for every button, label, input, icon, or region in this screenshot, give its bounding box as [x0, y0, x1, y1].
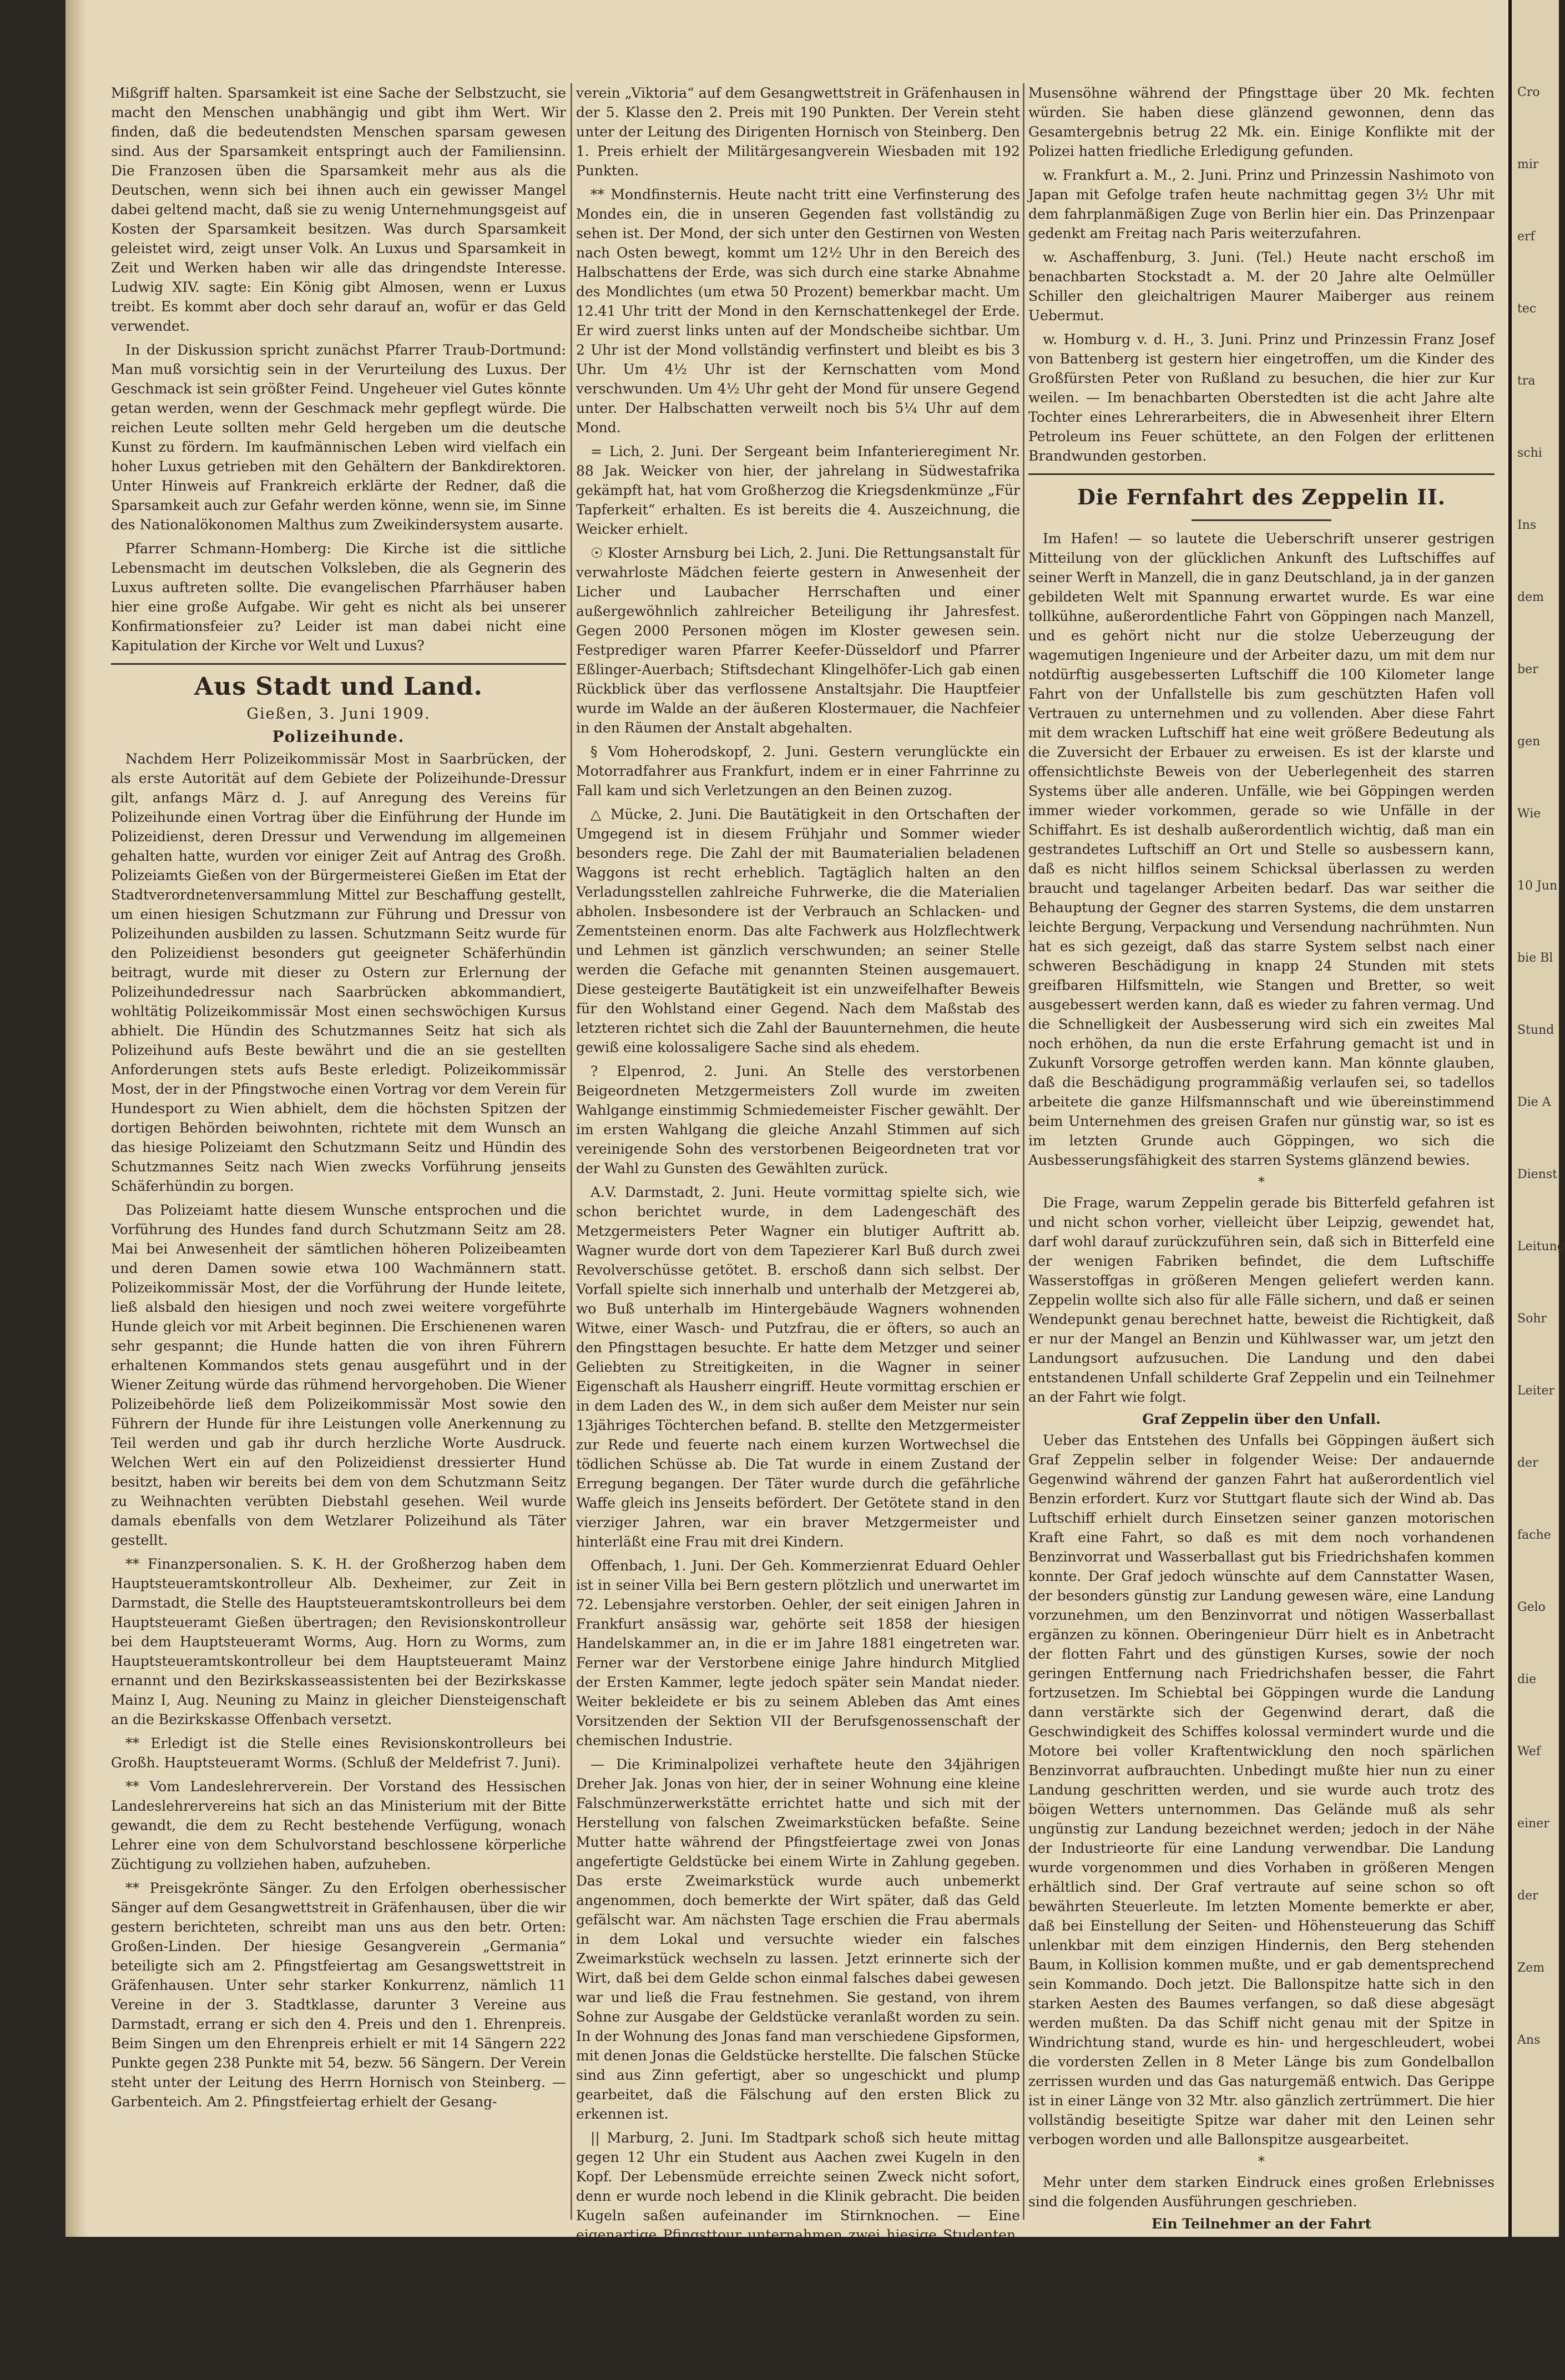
article-title: Die Fernfahrt des Zeppelin II. — [1077, 484, 1446, 509]
next-page-fragment: Cro — [1517, 85, 1540, 99]
article-subheading: Graf Zeppelin über den Unfall. — [1142, 1411, 1381, 1427]
next-page-fragment: tec — [1517, 302, 1537, 316]
article-paragraph: ** Preisgekrönte Sänger. Zu den Erfolgen oberhessischer Sänger auf dem Gesangwettstreit in Gräfenhausen, über die wir gestern berichteten, schreibt man uns aus den betr. Orten: Großen-Linden. Der hiesige Gesangverein „Germania“ beteiligte sich am 2. Pfingstfeiertag am Gesangswettstreit in Gräfenhausen. Unter sehr starker Konkurrenz, nämlich 11 Vereine in der 3. Stadtklasse, darunter 3 Vereine aus Darmstadt, errang er sich den 4. Preis und den 1. Ehrenpreis. Beim Singen um den Ehrenpreis erhielt er mit 14 Sängern 222 Punkte gegen 238 Punkte mit 54, bezw. 56 Sängern. Der Verein steht unter der Leitung des Herrn Hornisch von Steinberg. — Garbenteich. Am 2. Pfingstfeiertag erhielt der Gesang- — [111, 1880, 566, 2110]
title-underline — [1192, 519, 1331, 521]
next-page-fragment: Leitung — [1517, 1240, 1565, 1254]
asterisk-separator: * — [1258, 2154, 1265, 2169]
next-page-fragment: Wie — [1517, 807, 1541, 821]
newspaper-page — [65, 0, 1508, 2374]
section-title: Aus Stadt und Land. — [194, 673, 483, 701]
article-paragraph: Mißgriff halten. Sparsamkeit ist eine Sache der Selbstzucht, sie macht den Menschen unabhängig und gibt ihm Wert. Wir finden, daß die bedeutendsten Menschen sparsam gewesen sind. Aus der Sparsamkeit entspringt auch der Familiensinn. Die Franzosen üben die Sparsamkeit mehr aus als die Deutschen, wenn sich bei ihnen auch ein gewisser Mangel dabei geltend macht, daß sie zu wenig Unternehmungsgeist auf Kosten der Sparsamkeit besitzen. Was durch Sparsamkeit geleistet wird, zeigt unser Volk. An Luxus und Sparsamkeit in Zeit und Werken haben wir alle das dringendste Interesse. Ludwig XIV. sagte: Ein König gibt Almosen, wenn er Luxus treibt. Es kommt aber doch sehr darauf an, wofür er das Geld verwendet. — [111, 85, 566, 334]
article-paragraph: w. Homburg v. d. H., 3. Juni. Prinz und Prinzessin Franz Josef von Battenberg ist gestern hier eingetroffen, um die Kinder des Großfürsten Peter von Rußland zu besuchen, die hier zur Kur weilen. — Im benachbarten Oberstedten ist die acht Jahre alte Tochter eines Lehrerarbeiters, die in Abwesenheit ihrer Eltern Petroleum ins Feuer schüttete, an den Folgen der erlittenen Brandwunden gestorben. — [1028, 331, 1495, 464]
next-page-fragment: Dienst — [1517, 1168, 1557, 1181]
article-paragraph: § Vom Hoherodskopf, 2. Juni. Gestern verunglückte ein Motorradfahrer aus Frankfurt, indem er in einer Fahrrinne zu Fall kam und sich Verletzungen an den Beinen zuzog. — [576, 744, 1020, 799]
next-page-fragment: Gelo — [1517, 1600, 1546, 1614]
article-paragraph: In der Frühe fehlt nur eine Stunde lang über dem Main bei Schweinfurt, nur langsam mit einem Motor sich vorwärts treibend. Dann geht man auf Steuerwirkung tiefer, überfliegt Würzburg und kommt nach — [1028, 2300, 1495, 2374]
next-page-fragment: bie Bl — [1517, 951, 1553, 965]
article-paragraph: — Die Kriminalpolizei verhaftete heute den 34jährigen Dreher Jak. Jonas von hier, der in seiner Wohnung eine kleine Falschmünzerwerkstätte errichtet hatte und sich mit der Herstellung von falschen Zweimarkstücken befaßte. Seine Mutter hatte während der Pfingstfeiertage zwei von Jonas angefertigte Geldstücke bei einem Wirte in Zahlung gegeben. Das erste Zweimarkstück wurde auch unbemerkt angenommen, doch bemerkte der Wirt später, daß das Geld gefälscht war. Am nächsten Tage erschien die Frau abermals in dem Lokal und versuchte wieder ein falsches Zweimarkstück wechseln zu lassen. Jetzt erinnerte sich der Wirt, daß bei dem Gelde schon einmal falsches dabei gewesen war und ließ die Frau festnehmen. Sie gestand, von ihrem Sohne zur Ausgabe der Geldstücke veranlaßt worden zu sein. In der Wohnung des Jonas fand man verschiedene Gipsformen, mit denen Jonas die Geldstücke herstellte. Die falschen Stücke sind aus Zinn gefertigt, aber so ungeschickt und plump gearbeitet, daß die Fälschung auf den ersten Blick zu erkennen ist. — [576, 1756, 1020, 2122]
column-rule — [1023, 83, 1024, 2220]
article-paragraph: ? Elpenrod, 2. Juni. An Stelle des verstorbenen Beigeordneten Metzgermeisters Zoll wurde im zweiten Wahlgange einstimmig Schmiedemeister Fischer gewählt. Der im ersten Wahlgang die gleiche Anzahl Stimmen auf sich vereinigende Sohn des verstorbenen Beigeordneten trat vor der Wahl zu Gunsten des Gewählten zurück. — [576, 1063, 1020, 1176]
section-divider — [111, 663, 566, 665]
next-page-fragment: Die A — [1517, 1095, 1551, 1109]
next-page-fragment: erf — [1517, 230, 1535, 244]
next-page-fragment: fache — [1517, 1528, 1551, 1542]
section-divider — [1028, 473, 1495, 475]
column-3 — [1028, 83, 1495, 2380]
article-paragraph: A.V. Darmstadt, 2. Juni. Heute vormittag spielte sich, wie schon berichtet wurde, in dem Ladengeschäft des Metzgermeisters Peter Wagner ein blutiger Auftritt ab. Wagner wurde dort von dem Tapezierer Karl Buß durch zwei Revolverschüsse getötet. B. erschoß dann sich selbst. Der Vorfall spielte sich innerhalb und unterhalb der Metzgerei ab, wo Buß unterhalb im Hintergebäude Wagners wohnenden Witwe, einer Wasch- und Putzfrau, die er öfters, so auch an den Pfingsttagen besuchte. Er hatte dem Metzger und seiner Geliebten zu Streitigkeiten, in die Wagner in seiner Eigenschaft als Hausherr eingriff. Heute vormittag erschien er in dem Laden des W., in dem sich außer dem Meister nur sein 13jähriges Töchterchen befand. B. stellte den Metzgermeister zur Rede und feuerte nach einem kurzen Wortwechsel die tödlichen Schüsse ab. Die Tat wurde in einem Zustand der Erregung begangen. Der Täter wurde durch die gefährliche Waffe gleich ins Jenseits befördert. Der Getötete stand in den vierziger Jahren, war ein braver Metzgermeister und hinterläßt eine Frau mit drei Kindern. — [576, 1184, 1020, 1550]
next-page-fragment: tra — [1517, 374, 1536, 388]
article-paragraph: Ueber das Entstehen des Unfalls bei Göppingen äußert sich Graf Zeppelin selber in folgender Weise: Der andauernde Gegenwind während der ganzen Fahrt hat außerordentlich viel Benzin erfordert. Kurz vor Stuttgart flaute sich der Wind ab. Das Luftschiff erhielt durch Einsetzen seiner ganzen motorischen Kraft eine Fahrt, so daß es mit dem noch vorhandenen Benzinvorrat und Wasserballast gut bis Friedrichshafen kommen konnte. Der Graf jedoch wünschte auf dem Cannstatter Wasen, der besonders günstig zur Landung gewesen wäre, eine Landung vorzunehmen, um den Benzinvorrat und nötigen Wasserballast ergänzen zu können. Oberingenieur Dürr hielt es in Anbetracht der flotten Fahrt und des günstigen Kurses, sowie der noch geringen Entfernung nach Friedrichshafen besser, die Fahrt fortzusetzen. Im Schiebtal bei Göppingen wurde die Landung dann verstärkte sich der Gegenwind derart, daß die Geschwindigkeit des Schiffes kolossal vermindert wurde und die Motore bei voller Kraftentwicklung den noch spärlichen Benzinvorrat aufbrauchten. Unbedingt mußte hier nun zu einer Landung geschritten werden, und sie wurde auch trotz des böigen Wetters unternommen. Das Gelände muß als sehr ungünstig zur Landung bezeichnet werden; jedoch in der Nähe der Industrieorte für eine Landung verwendbar. Die Landung wurde vorgenommen und dies Vorhaben in größeren Mengen erhältlich sind. Der Graf vertraute auf seine schon so oft bewährten Steuerleute. Im letzten Momente bemerkte er aber, daß bei Einstellung der Seiten- und Höhensteuerung das Schiff unlenkbar mit dem einzigen Hindernis, den Berg stehenden Baum, in Kollision kommen mußte, und er gab dementsprechend sein Kommando. Doch jetzt. Die Ballonspitze hatte sich in den starken Aesten des Baumes verfangen, so daß diese abgesägt werden mußten. Da das Schiff nicht genau mit der Spitze in Windrichtung stand, wurde es hin- und hergeschleudert, wobei die vordersten Zellen in 8 Meter Länge bis zum Gondelballon zerrissen wurden und das Gas naturgemäß entwich. Das Gerippe ist in einer Länge von 32 Mtr. also gänzlich zertrümmert. Die hier vollständig beseitigte Spitze war daher mit den Leinen sehr verbogen worden und alle Ballonspitze ausgearbeitet. — [1028, 1432, 1495, 2147]
article-paragraph: ** Erledigt ist die Stelle eines Revisionskontrolleurs bei Großh. Hauptsteueramt Worms. (Schluß der Meldefrist 7. Juni). — [111, 1735, 566, 1771]
dateline: Gießen, 3. Juni 1909. — [246, 705, 431, 722]
article-paragraph: ☉ Kloster Arnsburg bei Lich, 2. Juni. Die Rettungsanstalt für verwahrloste Mädchen feierte gestern in Anwesenheit der Licher und Laubacher Herrschaften und einer außergewöhnlich zahlreicher Beteiligung ihr Jahresfest. Gegen 2000 Personen mögen im Kloster gewesen sein. Festprediger waren Pfarrer Keefer-Düsseldorf und Pfarrer Eßlinger-Auerbach; Stiftsdechant Klingelhöfer-Lich gab einen Rückblick über das verflossene Anstaltsjahr. Die Hauptfeier wurde im Walde an der äußeren Klostermauer, die Nachfeier in den Räumen der Anstalt abgehalten. — [576, 545, 1020, 736]
next-page-fragment: die — [1517, 1672, 1537, 1686]
article-paragraph: gibt in der „Frankf. Ztg.“ einen anschaulichen Bericht, dem wir außer der Erklärung des Umweges über Stuttgart die Schilderung des Unfalls entnehmen. — [1028, 2237, 1495, 2292]
article-paragraph: Die Frage, warum Zeppelin gerade bis Bitterfeld gefahren ist und nicht schon vorher, vielleicht über Leipzig, gewendet hat, darf wohl darauf zurückzuführen sein, daß sich in Bitterfeld eine der wenigen Fabriken befindet, die dem Luftschiffe Wasserstoffgas in größeren Mengen geliefert werden kann. Zeppelin wollte sich also für alle Fälle sichern, und daß er seinen Wendepunkt genau berechnet hatte, beweist die Richtigkeit, daß er nur der Mangel an Benzin und Kühlwasser war, um jetzt den Landungsort aufzusuchen. Die Landung und den dabei entstandenen Unfall schilderte Graf Zeppelin und ein Teilnehmer an der Fahrt wie folgt. — [1028, 1195, 1495, 1405]
next-page-fragment: dem — [1517, 590, 1544, 604]
article-paragraph: In der Diskussion spricht zunächst Pfarrer Traub-Dortmund: Man muß vorsichtig sein in der Verurteilung des Luxus. Der Geschmack ist sein größter Feind. Ungeheuer viel Gutes könnte getan werden, wenn der Geschmack mehr gepflegt würde. Die reichen Leute sollten mehr Geld hergeben um die deutsche Kunst zu fördern. Im kaufmännischen Leben wird vielfach ein hoher Luxus getrieben mit den Gehältern der Bankdirektoren. Unter Hinweis auf Frankreich erklärte der Redner, daß die Sparsamkeit auch zur Gefahr werden könne, wenn sie, im Sinne des Nationalökonomen Malthus zum Zweikindersystem ausarte. — [111, 342, 566, 533]
next-page-fragment: Stund — [1517, 1023, 1554, 1037]
article-paragraph: Nachdem Herr Polizeikommissär Most in Saarbrücken, der als erste Autorität auf dem Gebiete der Polizeihunde-Dressur gilt, anfangs März d. J. auf Anregung des Vereins für Polizeihunde einen Vortrag über die Einführung der Hunde im Polizeidienst, deren Dressur und Verwendung im allgemeinen gehalten hatte, wurden vor einiger Zeit auf Antrag des Großh. Polizeiamts Gießen von der Bürgermeisterei Gießen im Etat der Stadtverordnetenversammlung Mittel zur Beschaffung gestellt, um einen hiesigen Schutzmann zur Führung und Dressur von Polizeihunden ausbilden zu lassen. Schutzmann Seitz wurde für den Polizeidienst besonders gut geeigneter Schäferhündin beitragt, wurde mit dieser zu Ostern zur Erlernung der Polizeihundedressur nach Saarbrücken abkommandiert, wohltätig Polizeikommissär Most einen sechswöchigen Kursus abhielt. Die Hündin des Schutzmannes Seitz hat sich als Polizeihund aufs Beste bewährt und die an sie gestellten Anforderungen stets aufs Beste erledigt. Polizeikommissär Most, der in der Pfingstwoche einen Vortrag vor dem Verein für Hundesport zu Wien abhielt, dem die höchsten Spitzen der dortigen Behörden beiwohnten, richtete mit dem Wunsch an das hiesige Polizeiamt den Schutzmann Seitz und Hündin des Schutzmannes Seitz nach Wien zwecks Vorführung jenseits Schäferhündin zu borgen. — [111, 751, 566, 1194]
next-page-fragment: Wef — [1517, 1745, 1541, 1759]
article-paragraph: w. Aschaffenburg, 3. Juni. (Tel.) Heute nacht erschoß im benachbarten Stockstadt a. M. der 20 Jahre alte Oelmüller Schiller den gleichaltrigen Maurer Maiberger aus reinem Uebermut. — [1028, 249, 1495, 324]
article-paragraph: Offenbach, 1. Juni. Der Geh. Kommerzienrat Eduard Oehler ist in seiner Villa bei Bern gestern plötzlich und unerwartet im 72. Lebensjahre verstorben. Oehler, der seit einigen Jahren in Frankfurt ansässig war, gehörte seit 1858 der hiesigen Handelskammer an, in die er im Jahre 1881 eingetreten war. Ferner war der Verstorbene einige Jahre hindurch Mitglied der Ersten Kammer, legte jedoch später sein Mandat nieder. Weiter bekleidete er bis zu seinem Ableben das Amt eines Vorsitzenden der Sektion VII der Berufsgenossenschaft der chemischen Industrie. — [576, 1558, 1020, 1749]
next-page-fragment: gen — [1517, 735, 1541, 749]
article-paragraph: Im Hafen! — so lautete die Ueberschrift unserer gestrigen Mitteilung von der glücklichen Ankunft des Luftschiffes auf seiner Werft in Manzell, die in ganz Deutschland, ja in der ganzen gebildeten Welt mit Spannung erwartet wurde. Es war eine tollkühne, außerordentliche Fahrt von Göppingen nach Manzell, und es gehört nicht nur die stolze Ueberzeugung der wagemutigen Ingenieure und der Arbeiter dazu, um mit dem nur notdürftig ausgebesserten Luftschiff die 100 Kilometer lange Fahrt von der Unfallstelle bis zum geschützten Hafen voll Vertrauen zu unternehmen und zu vollenden. Aber diese Fahrt mit dem wracken Luftschiff hat eine weit größere Bedeutung als die Zuversicht der Erbauer zu erweisen. Es ist der klarste und offensichtlichste Beweis von der Ueberlegenheit des starren Systems über alle anderen. Unfälle, wie bei Göppingen werden immer wieder vorkommen, gerade so wie Unfälle in der Schiffahrt. Es ist deshalb außerordentlich wichtig, daß man ein gestrandetes Luftschiff an Ort und Stelle so ausbessern kann, daß es nicht hilflos seinem Schicksal überlassen zu werden braucht und tagelanger Arbeiten bedarf. Das war seither die Behauptung der Gegner des starren Systems, die dem unstarren leichte Bergung, Verpackung und Versendung nachrühmten. Nun hat es sich gezeigt, daß das starre System selbst nach einer schweren Beschädigung in knapp 24 Stunden mit stets greifbaren Hilfsmitteln, wie Stangen und Bretter, so weit ausgebessert werden kann, daß es wieder zu fahren vermag. Und die Schnelligkeit der Ausbesserung wird sich ein zweites Mal noch erhöhen, da nun die erste Erfahrung gemacht ist und in Zukunft Vorsorge getroffen werden kann. Man könnte glauben, daß die Beschädigung programmäßig verlaufen sei, so tadellos arbeitete die ganze Hilfsmannschaft und wie übereinstimmend beim Unternehmen des greisen Grafen nur günstig war, so ist es im letzten Grunde auch Göppingen, wo sich die Ausbesserungsfähigkeit des starren Systems glänzend bewies. — [1028, 530, 1495, 1168]
next-page-fragment: Ans — [1517, 2033, 1541, 2047]
next-page-fragment: ber — [1517, 663, 1538, 676]
column-rule — [571, 83, 572, 2220]
next-page-fragment: mir — [1517, 158, 1539, 171]
article-paragraph: = Lich, 2. Juni. Der Sergeant beim Infanterieregiment Nr. 88 Jak. Weicker von hier, der jahrelang in Südwestafrika gekämpft hat, hat vom Großherzog die Kriegsdenkmünze „Für Tapferkeit“ erhalten. Es ist bereits die 4. Auszeichnung, die Weicker erhielt. — [576, 443, 1020, 537]
column-1 — [111, 83, 566, 2116]
article-paragraph: Mehr unter dem starken Eindruck eines großen Erlebnisses sind die folgenden Ausführungen geschrieben. — [1028, 2174, 1495, 2210]
next-page-edge — [1508, 0, 1565, 2237]
next-page-fragment: schi — [1517, 446, 1542, 460]
column-2 — [576, 83, 1020, 2366]
article-paragraph: w. Frankfurt a. M., 2. Juni. Prinz und Prinzessin Nashimoto von Japan mit Gefolge trafen heute nachmittag gegen 3½ Uhr mit dem fahrplanmäßigen Zuge von Berlin hier ein. Das Prinzenpaar gedenkt am Freitag nach Paris weiterzufahren. — [1028, 167, 1495, 241]
article-subheading: Ein Teilnehmer an der Fahrt — [1151, 2216, 1372, 2232]
next-page-fragment: Leiter — [1517, 1384, 1555, 1398]
next-page-fragment: Sohr — [1517, 1312, 1547, 1326]
article-paragraph: Das Polizeiamt hatte diesem Wunsche entsprochen und die Vorführung des Hundes fand durch Schutzmann Seitz am 28. Mai bei Anwesenheit der sämtlichen höheren Polizeibeamten und deren Damen sowie etwa 100 Wachmännern statt. Polizeikommissär Most, der die Vorführung der Hunde leitete, ließ alsbald den hiesigen und noch zwei weitere vorgeführte Hunde gleich vor mit Arbeit beginnen. Die Erschienenen waren sehr gespannt; die Hunde hatten die von ihren Führern erhaltenen Kommandos stets genau ausgeführt und in der Wiener Zeitung würde das rühmend hervorgehoben. Die Wiener Polizeibehörde ließ dem Polizeikommissär Most sowie den Führern der Hunde für ihre Leistungen volle Anerkennung zu Teil werden und gab ihr durch herzliche Worte Ausdruck. Welchen Wert ein auf den Polizeidienst dressierter Hund besitzt, haben wir bereits bei dem von dem Schutzmann Seitz zu Weihnachten verübten Diebstahl gesehen. Weil wurde damals ebenfalls von dem Wetzlarer Polizeihund als Täter gestellt. — [111, 1202, 566, 1548]
next-page-fragment: einer — [1517, 1817, 1549, 1831]
next-page-fragment: Ins — [1517, 518, 1537, 532]
article-subtitle: Polizeihunde. — [272, 727, 405, 746]
article-paragraph: Musensöhne während der Pfingsttage über 20 Mk. fechten würden. Sie haben diese glänzend gewonnen, denn das Gesamtergebnis betrug 22 Mk. ein. Einige Konflikte mit der Polizei hatten friedliche Erledigung gefunden. — [1028, 85, 1495, 159]
next-page-fragment: der — [1517, 1889, 1538, 1903]
article-paragraph: ** Mondfinsternis. Heute nacht tritt eine Verfinsterung des Mondes ein, die in unseren Gegenden fast vollständig zu sehen ist. Der Mond, der sich unter den Gestirnen von Westen nach Osten bewegt, kommt um 12½ Uhr in den Bereich des Halbschattens der Erde, was sich durch eine starke Abnahme des Mondlichtes (um etwa 50 Prozent) bemerkbar macht. Um 12.41 Uhr tritt der Mond in den Kernschattenkegel der Erde. Er wird zuerst links unten auf der Mondscheibe sichtbar. Um 2 Uhr ist der Mond vollständig verfinstert und bleibt es bis 3 Uhr. Um 4½ Uhr ist der Kernschatten vom Mond verschwunden. Um 4½ Uhr geht der Mond für unsere Gegend unter. Der Halbschatten verweilt noch bis 5¼ Uhr auf dem Mond. — [576, 186, 1020, 436]
article-paragraph: ** Finanzpersonalien. S. K. H. der Großherzog haben dem Hauptsteueramtskontrolleur Alb. Dexheimer, zur Zeit in Darmstadt, die Stelle des Hauptsteueramtskontrolleurs bei dem Hauptsteueramt Gießen übertragen; den Revisionskontrolleur bei dem Hauptsteueramt Worms, Aug. Horn zu Worms, zum Hauptsteueramtskontrolleur bei dem Hauptsteueramt Mainz ernannt und den Bezirkskasseassistenten bei der Bezirkskasse Mainz I, Aug. Neuning zu Mainz in gleicher Diensteigenschaft an die Bezirkskasse Offenbach versetzt. — [111, 1556, 566, 1727]
next-page-fragment: Zem — [1517, 1961, 1545, 1975]
article-paragraph: Pfarrer Schmann-Homberg: Die Kirche ist die sittliche Lebensmacht im deutschen Volksleben, die als Gegnerin des Luxus auftreten sollte. Die evangelischen Pfarrhäuser haben hier eine große Aufgabe. Wir geht es nicht als bei unserer Konfirmationsfeier zu? Leider ist man dabei nicht eine Kapitulation der Kirche vor Welt und Luxus? — [111, 540, 566, 654]
article-paragraph: △ Mücke, 2. Juni. Die Bautätigkeit in den Ortschaften der Umgegend ist in diesem Frühjahr und Sommer wieder besonders rege. Die Zahl der mit Baumaterialien beladenen Waggons ist recht erheblich. Tagtäglich halten an den Verladungsstellen zahlreiche Fuhrwerke, die die Materialien abholen. Insbesondere ist der Verbrauch an Schlacken- und Zementsteinen enorm. Das alte Fachwerk aus Holzflechtwerk und Lehmen ist gänzlich verschwunden; an seiner Stelle werden die Gefache mit genannten Steinen ausgemauert. Diese gesteigerte Bautätigkeit ist ein unzweifelhafter Beweis für den Wohlstand einer Gegend. Nach dem Maßstab des letzteren richtet sich die Zahl der Bauunternehmen, die heute gewiß eine kolossaligere Sache sind als ehedem. — [576, 806, 1020, 1055]
asterisk-separator: * — [1258, 1174, 1265, 1190]
article-paragraph: ** Vom Landeslehrerverein. Der Vorstand des Hessischen Landeslehrervereins hat sich an das Ministerium mit der Bitte gewandt, die dem zu Recht bestehende Verfügung, wonach Lehrer eine von dem Schulvorstand beschlossene körperliche Züchtigung zu vollziehen haben, aufzuheben. — [111, 1778, 566, 1872]
article-paragraph: verein „Viktoria“ auf dem Gesangwettstreit in Gräfenhausen in der 5. Klasse den 2. Preis mit 190 Punkten. Der Verein steht unter der Leitung des Dirigenten Hornisch von Steinberg. Den 1. Preis erhielt der Militärgesangverein Wiesbaden mit 192 Punkten. — [576, 85, 1020, 179]
next-page-fragment: der — [1517, 1456, 1538, 1470]
article-paragraph: || Marburg, 2. Juni. Im Stadtpark schoß sich heute mittag gegen 12 Uhr ein Student aus Aachen zwei Kugeln in den Kopf. Der Lebensmüde erreichte seinen Zweck nicht sofort, denn er wurde noch lebend in die Klinik gebracht. Die beiden Kugeln saßen aufeinander im Stirnknochen. — Eine eigenartige Pfingsttour unternahmen zwei hiesige Studenten. Als Handwerksburschen verkleidet, durchzogen sie die Ortschaften und klopften dann an die Türen. Von den ihnen verabreichten Speisen und Getränke ließen sie sich munden, das zusammengefochtene Geld jedoch ließen sie jedesmal abends gegen Quittung bei einem Ortsvorsteher ab. Es handelte sich um eine Wette, daß die beiden — [576, 2130, 1020, 2359]
next-page-fragment: 10 Jun — [1517, 879, 1558, 893]
